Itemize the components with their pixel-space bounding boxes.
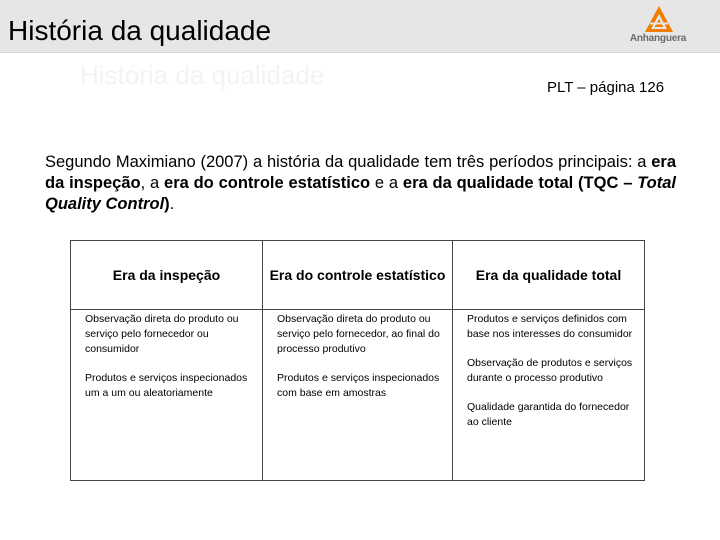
page-reference: PLT – página 126: [547, 79, 665, 96]
intro-bold-inspecao: era da inspeção: [45, 153, 676, 192]
table-row: [71, 310, 645, 481]
header-era-qualidade-total: Era da qualidade total: [453, 241, 645, 310]
list-item: Observação de produtos e serviços durante o processo produtivo: [467, 357, 633, 384]
list-item: Produtos e serviços definidos com base nos interesses do consumidor: [467, 313, 633, 340]
intro-bold-controle: era do controle estatístico: [164, 174, 371, 192]
intro-paragraph: [45, 152, 676, 215]
intro-text: , a: [140, 174, 165, 192]
quality-eras-table: [70, 240, 645, 481]
header-era-inspecao: Era da inspeção: [71, 241, 263, 310]
slide-title: História da qualidade: [8, 15, 272, 46]
list-item: Observação direta do produto ou serviço pelo fornecedor, ao final do processo produtivo: [277, 313, 440, 355]
list-item: Produtos e serviços inspecionados com base em amostras: [277, 372, 440, 399]
intro-text: .: [169, 195, 175, 213]
logo-text: Anhanguera: [629, 33, 687, 44]
header-era-controle-estatistico: Era do controle estatístico: [263, 241, 453, 310]
intro-text: e a: [370, 174, 403, 192]
cell-era-qualidade-total: [453, 310, 645, 481]
anhanguera-logo: [622, 5, 694, 49]
cell-era-inspecao: [71, 310, 263, 481]
intro-bold-close: ): [164, 195, 170, 213]
slide-header: [0, 0, 720, 53]
cell-era-controle-estatistico: [263, 310, 453, 481]
ghost-title-watermark: História da qualidade: [80, 60, 325, 90]
list-item: Observação direta do produto ou serviço pelo fornecedor ou consumidor: [85, 313, 239, 355]
table-header-row: [71, 241, 645, 310]
intro-bold-qualidade-total: era da qualidade total (TQC –: [402, 174, 638, 192]
intro-text: Segundo Maximiano (2007) a história da qualidade tem três períodos principais: a: [45, 153, 652, 171]
list-item: Qualidade garantida do fornecedor ao cliente: [467, 401, 630, 428]
list-item: Produtos e serviços inspecionados um a um ou aleatoriamente: [85, 372, 248, 399]
logo-triangle-icon: [644, 5, 674, 33]
intro-bold-italic-tqc: Total Quality Control: [45, 174, 677, 213]
